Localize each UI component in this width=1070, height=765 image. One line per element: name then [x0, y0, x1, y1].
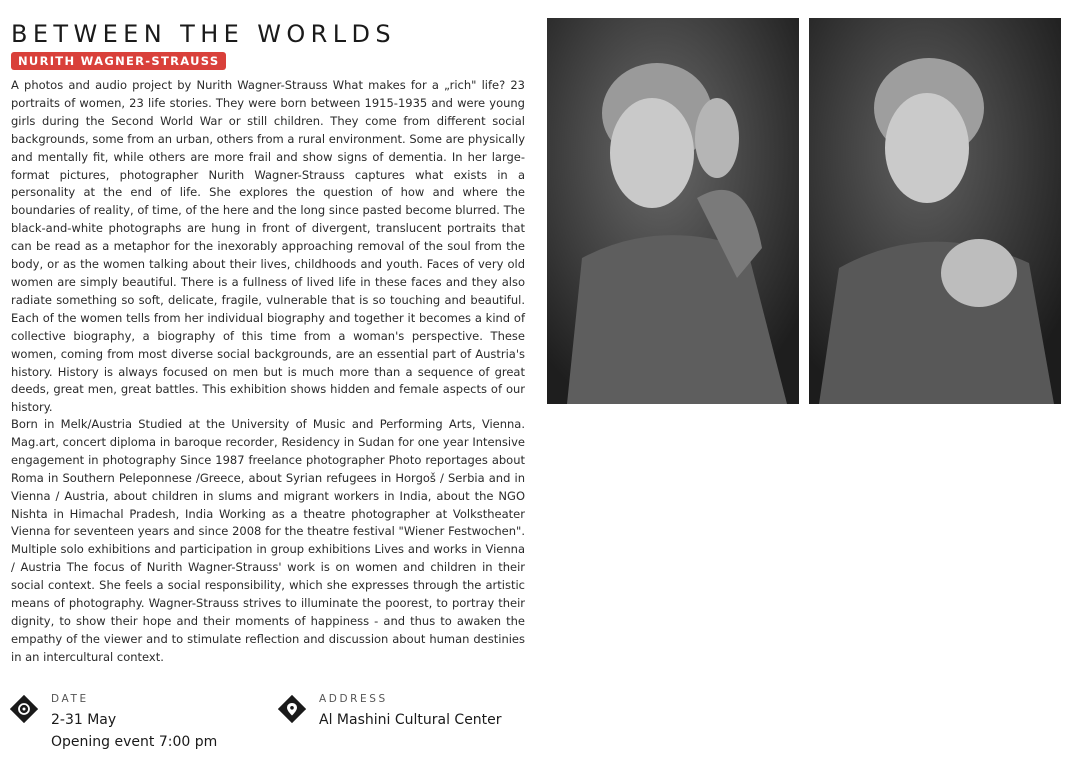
- date-label: DATE: [51, 693, 89, 705]
- portrait-photo-1: [547, 18, 799, 404]
- portrait-photo-2: [809, 18, 1061, 404]
- artist-badge: NURITH WAGNER-STRAUSS: [11, 52, 226, 70]
- address-label: ADDRESS: [319, 693, 388, 705]
- address-value: Al Mashini Cultural Center: [319, 712, 502, 728]
- artist-biography: Born in Melk/Austria Studied at the University of Music and Performing Arts, Vienna. Mag.art, concert diploma in baroque recorder, Residency in Sudan for one year Intensive engagement in photography Since 1987 freelance photographer Photo reportages about Roma in Southern Peleponnese /Greece, about Syrian refugees in Horgoš / Serbia and in Vienna / Austria, about children in slums and migrant workers in India, about the NGO Nishta in Himachal Pradesh, India Working as a theatre photographer at Volkstheater Vienna for seventeen years and since 2008 for the theatre festival "Wiener Festwochen". Multiple solo exhibitions and participation in group exhibitions Lives and works in Vienna / Austria The focus of Nurith Wagner-Strauss' work is on women and children in their social context. She feels a social responsibility, which she expresses through the artistic means of photography. Wagner-Strauss strives to illuminate the poorest, to portray their dignity, to show their hope and their moments of happiness - and thus to awaken the empathy of the viewer and to stimulate reflection and discussion about human destinies in an intercultural context.: [11, 417, 525, 664]
- portrait-photo-1-image: [547, 18, 799, 404]
- opening-event-time: Opening event 7:00 pm: [51, 734, 218, 750]
- clock-icon: [10, 695, 38, 723]
- date-value: 2-31 May: [51, 712, 117, 728]
- portrait-photo-2-image: [809, 18, 1061, 404]
- map-pin-icon: [278, 695, 306, 723]
- page-title: BETWEEN THE WORLDS: [11, 20, 397, 48]
- project-description: A photos and audio project by Nurith Wagner-Strauss What makes for a „rich" life? 23 portraits of women, 23 life stories. They were born between 1915-1935 and were young girls during the Second World War or still children. They come from different social backgrounds, some from an urban, others from a rural environment. Some are physically and mentally fit, while others are more frail and show signs of dementia. In her large-format pictures, photographer Nurith Wagner-Strauss captures what exists in a personality at the end of life. She explores the question of how and where the boundaries of reality, of time, of the here and the long since pasted become blurred. The black-and-white photographs are hung in front of divergent, translucent portraits that can be read as a metaphor for the inexorably approaching removal of the soul from the body, or as the women talking about their lives, childhoods and youth. Faces of very old women are simply beautiful. There is a fullness of lived life in these faces and they also radiate something so soft, delicate, fragile, vulnerable that is so touching and beautiful. Each of the women tells from her individual biography and together it becomes a kind of collective biography, a biography of this time from a woman's perspective. These women, coming from most diverse social backgrounds, are an essential part of Austria's history. History is always focused on men but is much more than a sequence of great deeds, great men, great battles. This exhibition shows hidden and female aspects of our history.: [11, 78, 525, 415]
